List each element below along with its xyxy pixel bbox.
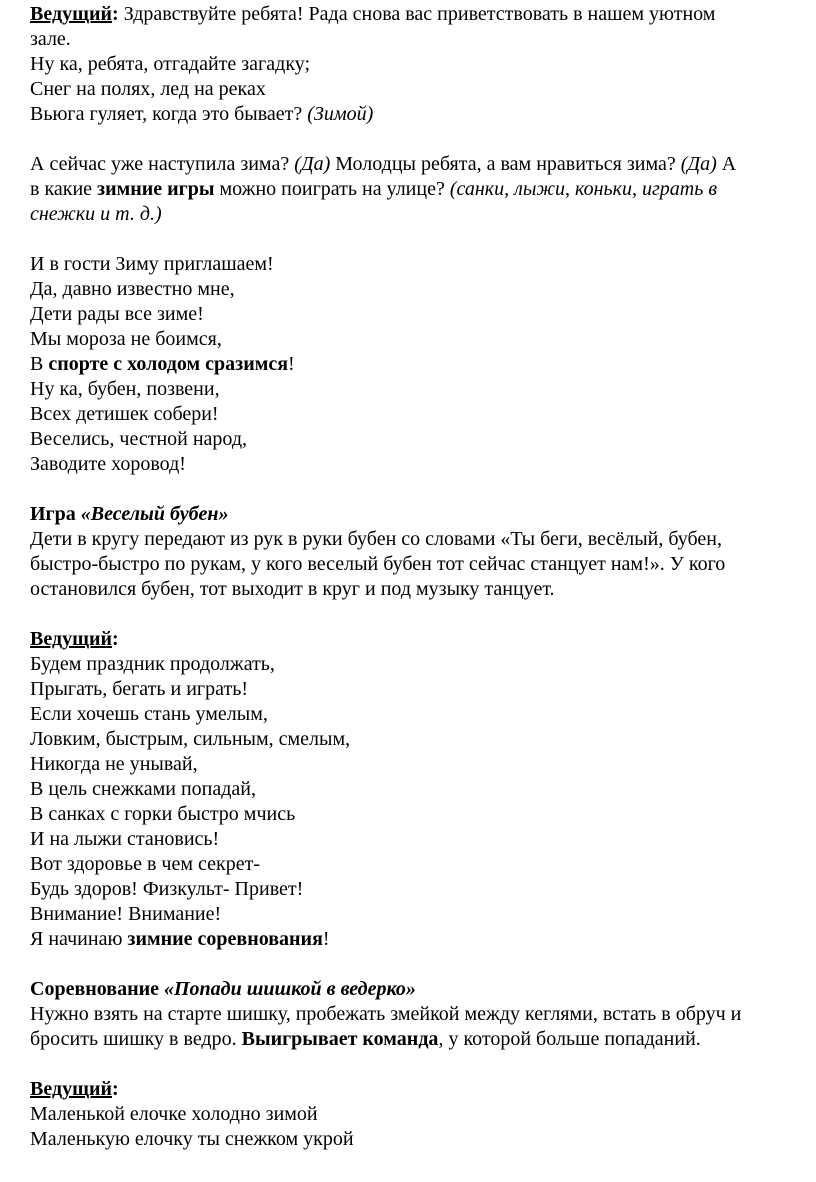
- game-description-line: Дети в кругу передают из рук в руки бубен со словами «Ты беги, весёлый, бубен,: [30, 528, 722, 550]
- poem-line: [30, 352, 816, 377]
- host-heading: [30, 1077, 816, 1102]
- poem-line: Вот здоровье в чем секрет-: [30, 853, 260, 875]
- text-run: А: [716, 153, 737, 175]
- text-run: !: [288, 353, 295, 375]
- contest-description-line: [30, 1027, 816, 1052]
- game-description-line: быстро-быстро по рукам, у кого веселый бубен тот сейчас станцует нам!». У кого: [30, 553, 726, 575]
- blank-line: [30, 952, 816, 977]
- speaker-colon: :: [112, 1078, 119, 1100]
- poem-line: Ловким, быстрым, сильным, смелым,: [30, 728, 351, 750]
- riddle-line: [30, 102, 816, 127]
- text-line: зале.: [30, 28, 71, 50]
- poem-line: Да, давно известно мне,: [30, 278, 235, 300]
- contest-heading: [30, 977, 816, 1002]
- game-heading: [30, 502, 816, 527]
- bold-run: зимние соревнования: [127, 928, 323, 950]
- poem-line: [30, 927, 816, 952]
- question-line: [30, 152, 816, 177]
- text-run: А сейчас уже наступила зима?: [30, 153, 295, 175]
- poem-line: Маленькую елочку ты снежком укрой: [30, 1128, 354, 1150]
- poem-line: Всех детишек собери!: [30, 403, 219, 425]
- blank-line: [30, 477, 816, 502]
- speaker-colon: :: [112, 3, 119, 25]
- greeting-text: Здравствуйте ребята! Рада снова вас приветствовать в нашем уютном: [118, 3, 716, 25]
- game-title: «Веселый бубен»: [80, 503, 229, 525]
- text-run: Я начинаю: [30, 928, 128, 950]
- poem-line: И в гости Зиму приглашаем!: [30, 253, 274, 275]
- poem-line: Ну ка, бубен, позвени,: [30, 378, 220, 400]
- blank-line: [30, 1052, 816, 1077]
- riddle-line: Снег на полях, лед на реках: [30, 78, 266, 100]
- poem-line: Дети рады все зиме!: [30, 303, 204, 325]
- poem-line: Мы мороза не боимся,: [30, 328, 222, 350]
- blank-line: [30, 127, 816, 152]
- poem-line: В цель снежками попадай,: [30, 778, 256, 800]
- bold-run: спорте с холодом сразимся: [48, 353, 289, 375]
- poem-line: Веселись, честной народ,: [30, 428, 248, 450]
- poem-line: И на лыжи становись!: [30, 828, 220, 850]
- answer-line: снежки и т. д.): [30, 203, 162, 225]
- text-run: !: [322, 928, 330, 950]
- answer-run: (Да): [294, 153, 331, 175]
- bold-run: Выигрывает команда: [241, 1028, 439, 1050]
- contest-title: «Попади шишкой в ведерко»: [164, 978, 416, 1000]
- blank-line: [30, 602, 816, 627]
- blank-line: [30, 227, 816, 252]
- poem-line: Будь здоров! Физкульт- Привет!: [30, 878, 304, 900]
- speaker-label: Ведущий: [30, 1078, 113, 1100]
- contest-description-line: Нужно взять на старте шишку, пробежать змейкой между кеглями, встать в обруч и: [30, 1003, 742, 1025]
- text-run: Молодцы ребята, а вам нравиться зима?: [330, 153, 681, 175]
- text-run: В: [30, 353, 49, 375]
- question-line: [30, 177, 816, 202]
- poem-line: Никогда не унывай,: [30, 753, 198, 775]
- answer-run: (санки, лыжи, коньки, играть в: [449, 178, 718, 200]
- poem-line: Будем праздник продолжать,: [30, 653, 275, 675]
- host-heading: [30, 627, 816, 652]
- text-run: , у которой больше попаданий.: [438, 1028, 701, 1050]
- text-run: бросить шишку в ведро.: [30, 1028, 242, 1050]
- speaker-label: Ведущий: [30, 3, 113, 25]
- answer-run: (Да): [680, 153, 717, 175]
- text-run: можно поиграть на улице?: [214, 178, 450, 200]
- riddle-line: Ну ка, ребята, отгадайте загадку;: [30, 53, 311, 75]
- host-intro-line: [30, 2, 816, 27]
- riddle-answer: (Зимой): [307, 103, 374, 125]
- game-description-line: остановился бубен, тот выходит в круг и под музыку танцует.: [30, 578, 555, 600]
- poem-line: Маленькой елочке холодно зимой: [30, 1103, 318, 1125]
- poem-line: Внимание! Внимание!: [30, 903, 222, 925]
- contest-label: Соревнование: [30, 978, 164, 1000]
- speaker-colon: :: [112, 628, 119, 650]
- poem-line: Заводите хоровод!: [30, 453, 186, 475]
- riddle-question: Вьюга гуляет, когда это бывает?: [30, 103, 308, 125]
- speaker-label: Ведущий: [30, 628, 113, 650]
- text-run: в какие: [30, 178, 98, 200]
- poem-line: Если хочешь стань умелым,: [30, 703, 268, 725]
- poem-line: Прыгать, бегать и играть!: [30, 678, 249, 700]
- poem-line: В санках с горки быстро мчись: [30, 803, 296, 825]
- game-label: Игра: [30, 503, 81, 525]
- bold-run: зимние игры: [97, 178, 215, 200]
